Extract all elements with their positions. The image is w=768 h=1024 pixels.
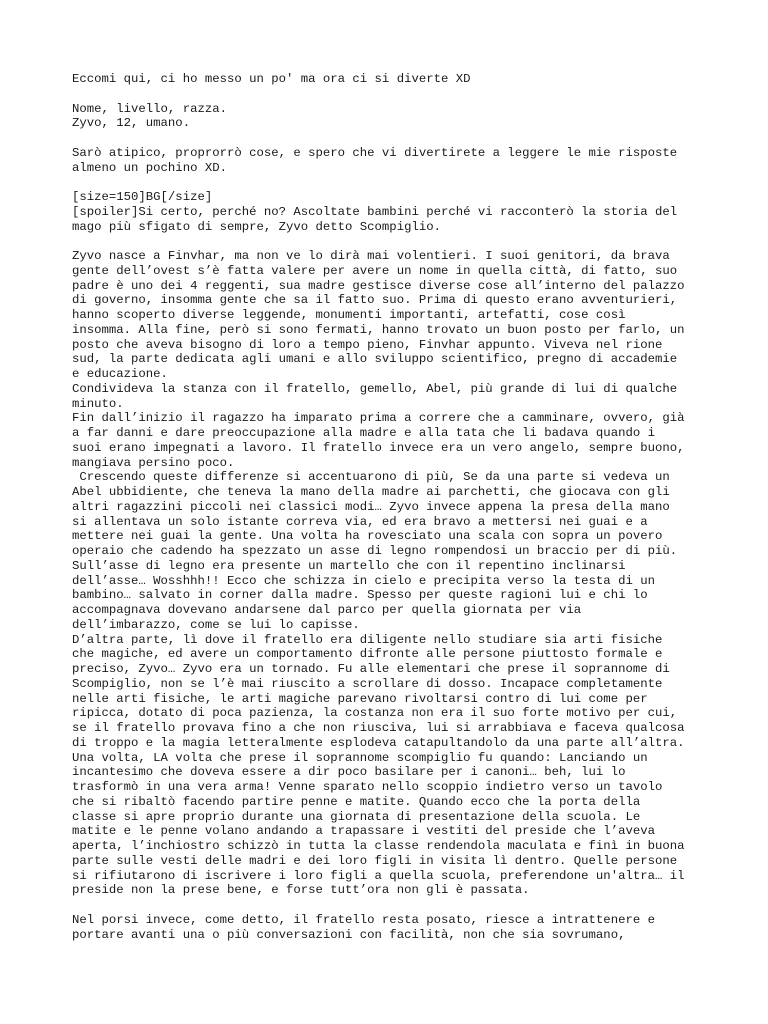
text-line: mago più sfigato di sempre, Zyvo detto Scompiglio. [72,219,441,234]
text-line: gente dell’ovest s’è fatta valere per avere un nome in quella città, di fatto, suo [72,263,678,278]
text-line: altri ragazzini piccoli nei classici modi… Zyvo invece appena la presa della mano [72,499,670,514]
text-line: classe si apre proprio durante una giornata di presentazione della scuola. Le [72,809,641,824]
text-line: se il fratello provava fino a che non riusciva, lui si arrabbiava e faceva qualcosa [72,721,685,735]
text-line: Eccomi qui, ci ho messo un po' ma ora ci si diverte XD [72,72,471,86]
text-line: Sarò atipico, proprorrò cose, e spero che vi divertirete a leggere le mie risposte [72,145,678,160]
text-line: matite e le penne volano andando a trapassare i vestiti del preside che l’aveva [72,824,655,839]
text-line: Scompiglio, non se l’è mai riuscito a scrollare di dosso. Incapace completamente [72,676,663,691]
text-line: Condivideva la stanza con il fratello, gemello, Abel, più grande di lui di qualche [72,381,678,396]
text-line: portare avanti una o più conversazioni con facilità, non che sia sovrumano, [72,927,626,942]
paragraph [72,190,712,234]
text-line: preside non la prese bene, e forse tutt’ora non gli è passata. [72,883,530,898]
text-line: Abel ubbidiente, che teneva la mano della madre ai parchetti, che giocava con gli [72,485,670,499]
text-line: Fin dall’inizio il ragazzo ha imparato prima a correre che a camminare, ovvero, già [72,411,685,426]
paragraph-gap [72,131,712,146]
text-line: ripicca, dotato di poca pazienza, la costanza non era il suo forte motivo per cui, [72,706,678,721]
text-line: Nel porsi invece, come detto, il fratello resta posato, riesce a intrattenere e [72,912,655,927]
paragraph-gap [72,898,712,913]
text-line: almeno un pochino XD. [72,160,227,175]
text-line: che si ribaltò facendo partire penne e matite. Quando ecco che la porta della [72,794,641,809]
text-line: Zyvo nasce a Finvhar, ma non ve lo dirà mai volentieri. I suoi genitori, da brava [72,249,670,263]
text-line: che magiche, ed avere un comportamento difronte alle persone piuttosto formale e [72,647,663,662]
paragraph [72,146,712,176]
text-line: insomma. Alla fine, però si sono fermati, hanno trovato un buon posto per farlo, un [72,322,685,337]
text-line: bambino… salvato in corner dalla madre. Spesso per queste ragioni lui e chi lo [72,588,648,603]
text-line: trasformò in una vera arma! Venne sparato nello scoppio indietro verso un tavolo [72,780,663,794]
text-line: [size=150]BG[/size] [72,190,213,204]
text-line: preciso, Zyvo… Zyvo era un tornado. Fu alle elementari che prese il soprannome di [72,662,670,676]
text-line: dell’asse… Wosshhh!! Ecco che schizza in cielo e precipita verso la testa di un [72,573,655,588]
text-line: parte sulle vesti delle madri e dei loro figli in visita lì dentro. Quelle persone [72,853,678,868]
paragraph [72,102,712,132]
text-line: dell’imbarazzo, come se lui lo capisse. [72,617,360,632]
text-line: Zyvo, 12, umano. [72,116,191,131]
document-body [72,72,712,942]
text-line: sud, la parte dedicata agli umani e allo sviluppo scientifico, pregno di accademie [72,352,678,367]
paragraph-gap [72,175,712,190]
text-line: si allentava un solo istante correva via, ed era bravo a mettersi nei guai e a [72,514,648,529]
text-line: nelle arti fisiche, le arti magiche parevano rivoltarsi contro di lui come per [72,691,648,706]
text-line: [spoiler]Si certo, perché no? Ascoltate bambini perché vi racconterò la storia del [72,204,678,219]
text-line: aperta, l’inchiostro schizzò in tutta la classe rendendola maculata e finì in buona [72,839,685,853]
text-line: si rifiutarono di iscrivere i loro figli a quella scuola, preferendone un'altra… il [72,868,685,883]
paragraph-gap [72,234,712,249]
text-line: e educazione. [72,367,168,381]
text-line: suoi erano impegnati a lavoro. Il fratello invece era un vero angelo, sempre buono, [72,440,685,455]
text-line: mettere nei guai la gente. Una volta ha rovesciato una scala con sopra un povero [72,529,663,544]
text-line: hanno scoperto diverse leggende, monumenti importanti, artefatti, cose così [72,308,626,322]
text-line: a far danni e dare preoccupazione alla madre e alla tata che li badava quando i [72,426,655,440]
text-line: minuto. [72,396,124,411]
text-line: Nome, livello, razza. [72,101,227,116]
text-line: posto che aveva bisogno di loro a tempo pieno, Finvhar appunto. Viveva nel rione [72,337,663,352]
text-line: padre è uno dei 4 reggenti, sua madre gestisce diverse cose all’interno del palazzo [72,278,685,293]
text-line: mangiava persino poco. [72,455,235,470]
text-line: operaio che cadendo ha spezzato un asse di legno rompendosi un braccio per di più. [72,544,678,558]
text-line: accompagnava dovevano andarsene dal parco per quella giornata per via [72,603,582,617]
text-line: Crescendo queste differenze si accentuarono di più, Se da una parte si vedeva un [72,470,670,485]
text-line: di governo, insomma gente che sa il fatto suo. Prima di questo erano avventurieri, [72,293,678,308]
paragraph [72,72,712,87]
text-line: di troppo e la magia letteralmente esplodeva catapultandolo da una parte all’altra. [72,735,685,750]
paragraph [72,913,712,943]
text-line: Una volta, LA volta che prese il soprannome scompiglio fu quando: Lanciando un [72,750,648,765]
paragraph [72,249,712,898]
text-line: D’altra parte, lì dove il fratello era diligente nello studiare sia arti fisiche [72,632,663,647]
paragraph-gap [72,87,712,102]
text-line: incantesimo che doveva essere a dir poco basilare per i canoni… beh, lui lo [72,765,626,780]
text-line: Sull’asse di legno era presente un martello che con il repentino inclinarsi [72,558,626,573]
